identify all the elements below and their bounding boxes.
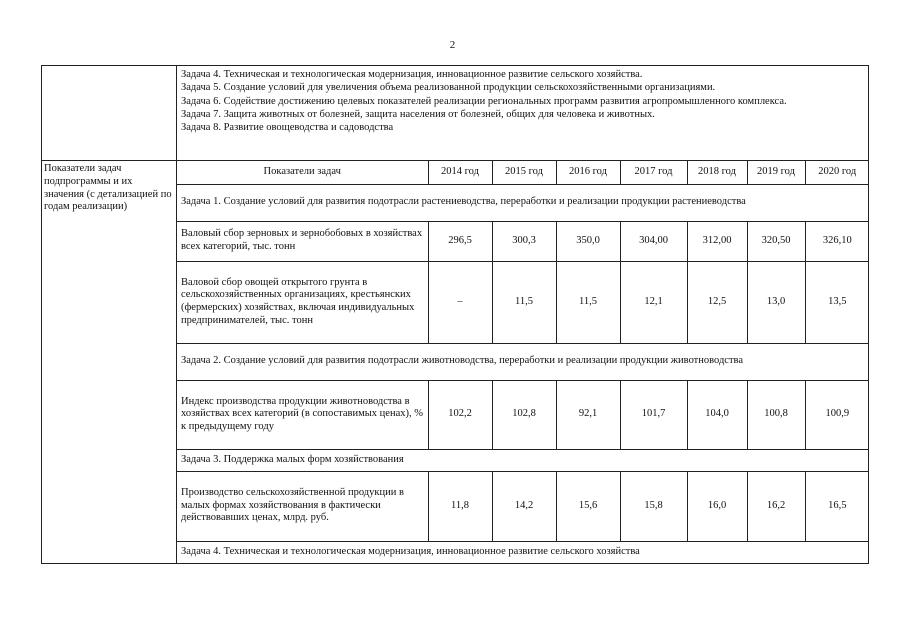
value-cell: 102,2 [428,380,492,449]
value-cell: 16,5 [805,471,869,541]
value-cell: 13,5 [805,261,869,343]
value-cell: 100,8 [747,380,805,449]
header-year: 2014 год [428,161,492,184]
header-year: 2018 год [687,161,747,184]
indicators-table [177,161,869,563]
value-cell: 350,0 [556,221,620,261]
value-cell: 12,5 [687,261,747,343]
indicators-row [42,161,869,564]
value-cell: 15,6 [556,471,620,541]
header-year: 2020 год [805,161,869,184]
header-row [177,161,869,184]
task-item: Задача 6. Содействие достижению целевых показателей реализации региональных программ развития агропромышленного комплекса. [181,95,787,107]
header-year: 2019 год [747,161,805,184]
table-row [177,380,869,449]
task-item: Задача 7. Защита животных от болезней, защита населения от болезней, общих для человека и животных. [181,108,655,120]
task-header-row [177,541,869,563]
value-cell: 296,5 [428,221,492,261]
indicator-name: Производство сельскохозяйственной продукции в малых формах хозяйствования в фактически действовавших ценах, млрд. руб. [177,471,428,541]
page-number: 2 [449,39,456,51]
header-year: 2017 год [620,161,687,184]
value-cell: 16,2 [747,471,805,541]
value-cell: – [428,261,492,343]
tasks-row [42,66,869,161]
task-header-row [177,343,869,380]
indicator-name: Валовый сбор зерновых и зернобобовых в хозяйствах всех категорий, тыс. тонн [177,221,428,261]
task-header-row [177,184,869,221]
header-indicator: Показатели задач [177,161,428,184]
value-cell: 11,5 [556,261,620,343]
task-title: Задача 1. Создание условий для развития подотрасли растениеводства, переработки и реализации продукции растениеводства [177,184,869,221]
task-title: Задача 2. Создание условий для развития подотрасли животноводства, переработки и реализации продукции животноводства [177,343,869,380]
task-item: Задача 5. Создание условий для увеличения объема реализованной продукции сельскохозяйственными организациями. [181,82,716,94]
table-row [177,221,869,261]
indicators-label: Показатели задач подпрограммы и их значения (с детализацией по годам реализации) [42,161,177,564]
header-year: 2016 год [556,161,620,184]
value-cell: 13,0 [747,261,805,343]
value-cell: 101,7 [620,380,687,449]
indicator-name: Валовой сбор овощей открытого грунта в сельскохозяйственных организациях, крестьянских (фермерских) хозяйствах, включая индивидуальных предпринимателей, тыс. тонн [177,261,428,343]
value-cell: 15,8 [620,471,687,541]
table-row [177,471,869,541]
indicator-name: Индекс производства продукции животноводства в хозяйствах всех категорий (в сопоставимых ценах), % к предыдущему году [177,380,428,449]
task-item: Задача 8. Развитие овощеводства и садоводства [181,122,394,134]
task-title: Задача 3. Поддержка малых форм хозяйствования [177,449,869,471]
table-row [177,261,869,343]
value-cell: 300,3 [492,221,556,261]
value-cell: 11,5 [492,261,556,343]
empty-left-cell [42,66,177,161]
value-cell: 100,9 [805,380,869,449]
header-year: 2015 год [492,161,556,184]
value-cell: 104,0 [687,380,747,449]
task-item: Задача 4. Техническая и технологическая модернизация, инновационное развитие сельского хозяйства. [181,69,643,80]
value-cell: 326,10 [805,221,869,261]
task-header-row [177,449,869,471]
value-cell: 312,00 [687,221,747,261]
indicators-cell [177,161,869,564]
value-cell: 304,00 [620,221,687,261]
value-cell: 320,50 [747,221,805,261]
value-cell: 11,8 [428,471,492,541]
task-list [177,66,869,161]
value-cell: 16,0 [687,471,747,541]
value-cell: 12,1 [620,261,687,343]
value-cell: 102,8 [492,380,556,449]
value-cell: 14,2 [492,471,556,541]
task-title: Задача 4. Техническая и технологическая модернизация, инновационное развитие сельского хозяйства [177,541,869,563]
value-cell: 92,1 [556,380,620,449]
program-table [41,65,869,564]
